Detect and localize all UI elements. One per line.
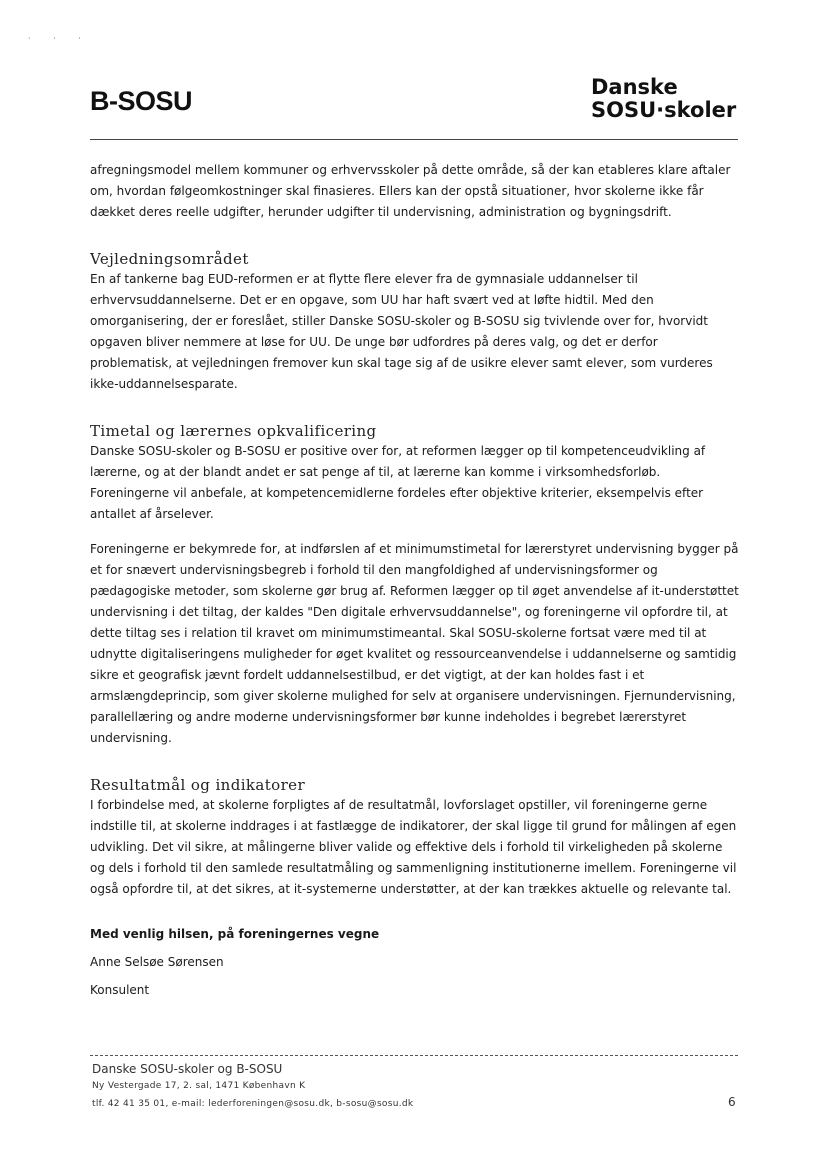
footer-address: Ny Vestergade 17, 2. sal, 1471 København K <box>92 1081 306 1091</box>
section-paragraph: Foreningerne er bekymrede for, at indførslen af et minimumstimetal for lærerstyret undervisning bygger på et for snævert undervisningsbegreb i forhold til den mangfoldighed af undervisningsformer og pædagogiske metoder, som skolerne gør brug af. Reformen lægger op til øget anvendelse af it-understøttet undervisning i det tiltag, der kaldes "Den digitale erhvervsuddannelse", og foreningerne vil opfordre til, at dette tiltag ses i relation til kravet om minimumstimeantal. Skal SOSU-skolerne fortsat være med til at udnytte digitaliseringens muligheder for øget kvalitet og ressourceanvendelse i uddannelserne og samtidig sikre et geografisk jævnt fordelt uddannelsestilbud, er det vigtigt, at der kan holdes fast i et armslængdeprincip, som giver skolerne mulighed for selv at organisere undervisningen. Fjernundervisning, parallellæring og andre moderne undervisningsformer bør kunne indeholdes i begrebet lærerstyret undervisning. <box>90 542 739 745</box>
letter-body <box>90 160 740 914</box>
scan-specks: · · · <box>28 34 91 43</box>
section-paragraph: Danske SOSU-skoler og B-SOSU er positive over for, at reformen lægger op til kompetenceudvikling af lærerne, og at der blandt andet er sat penge af til, at lærerne kan komme i virksomhedsforløb. Foreningerne vil anbefale, at kompetencemidlerne fordeles efter objektive kriterier, eksempelvis efter antallet af årselever. <box>90 444 706 521</box>
logo-line-1: Danske <box>591 75 678 99</box>
footer-organization: Danske SOSU-skoler og B-SOSU <box>92 1062 283 1076</box>
footer <box>92 1061 742 1113</box>
footer-divider <box>90 1055 738 1056</box>
section-heading-resultatmaal: Resultatmål og indikatorer <box>90 776 306 794</box>
header-divider <box>90 139 738 140</box>
page-number: 6 <box>728 1095 736 1109</box>
closing-greeting: Med venlig hilsen, på foreningernes vegne <box>90 927 380 941</box>
logo-line-2: SOSU·skoler <box>591 98 737 122</box>
signer-title: Konsulent <box>90 983 150 997</box>
danske-sosu-skoler-logo <box>591 76 736 122</box>
b-sosu-logo: B-SOSU <box>90 86 193 116</box>
section-heading-timetal: Timetal og lærernes opkvalificering <box>90 422 377 440</box>
section-paragraph: I forbindelse med, at skolerne forpligtes af de resultatmål, lovforslaget opstiller, vil foreningerne gerne indstille til, at skolerne inddrages i at fastlægge de indikatorer, der skal ligge til grund for målingen af egen udvikling. Det vil sikre, at målingerne bliver valide og effektive dels i forhold til virkeligheden på skolerne og dels i forhold til den samlede resultatmåling og sammenligning institutionerne imellem. Foreningerne vil også opfordre til, at det sikres, at it-systemerne understøtter, at der kan trækkes aktuelle og relevante tal. <box>90 798 737 896</box>
section-paragraph: En af tankerne bag EUD-reformen er at flytte flere elever fra de gymnasiale uddannelser til erhvervsuddannelserne. Det er en opgave, som UU har haft svært ved at løfte hidtil. Med den omorganisering, der er foreslået, stiller Danske SOSU-skoler og B-SOSU sig tvivlende over for, hvorvidt opgaven bliver nemmere at løse for UU. De unge bør udfordres på deres valg, og det er derfor problematisk, at vejledningen fremover kun skal tage sig af de usikre elever samt elever, som vurderes ikke-uddannelsesparate. <box>90 272 713 391</box>
footer-contact: tlf. 42 41 35 01, e-mail: lederforeningen@sosu.dk, b-sosu@sosu.dk <box>92 1099 414 1109</box>
intro-paragraph: afregningsmodel mellem kommuner og erhvervsskoler på dette område, så der kan etableres klare aftaler om, hvordan følgeomkostninger skal finasieres. Ellers kan der opstå situationer, hvor skolerne ikke får dækket deres reelle udgifter, herunder udgifter til undervisning, administration og bygningsdrift. <box>90 163 731 219</box>
section-heading-vejledning: Vejledningsområdet <box>90 250 249 268</box>
signer-name: Anne Selsøe Sørensen <box>90 955 224 969</box>
signature-block <box>90 927 690 997</box>
